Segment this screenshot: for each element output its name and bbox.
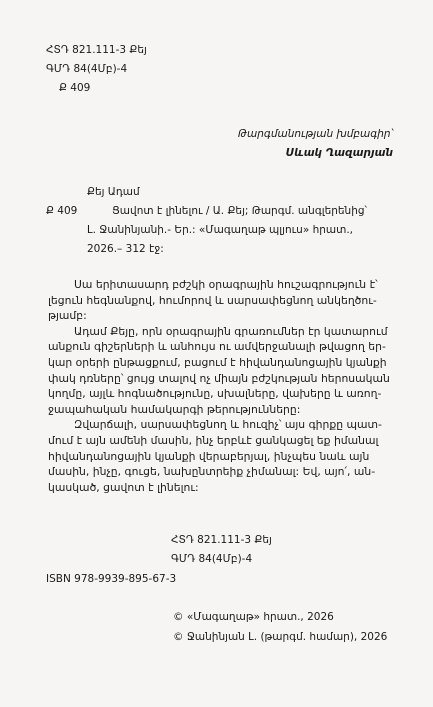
copyright-translator: © Ջանինյան Լ. (թարգմ. համար), 2026 (173, 631, 388, 643)
annotation-line: հիվանդանոցային կյանքի վերաբերյալ, ինչպես նաև այն (48, 449, 370, 463)
isbn: ISBN 978-9939-895-67-3 (46, 573, 177, 585)
record-line-1: Ցավոտ է լինելու / Ա. Քեյ; Թարգմ. անգլերենից՝ (112, 205, 367, 217)
annotation-paragraph-3 (48, 417, 400, 495)
annotation-line: Ադամ Քեյը, որն օրագրային գրառումներ էր կատարում (74, 324, 388, 338)
annotation-line: անքուն գիշերների և անհույս ու ամվերջանալի թվացող եր- (48, 340, 386, 354)
annotation-line: փակ դռները՝ ցույց տալով ոչ միայն բժշկության հերոսական (48, 371, 390, 385)
record-mark: Ք 409 (46, 205, 78, 217)
bbk-code-bottom: ԳՄԴ 84(4Մբ)-4 (171, 553, 253, 565)
bbk-code-top: ԳՄԴ 84(4Մբ)-4 (46, 63, 128, 75)
translation-editor-label: Թարգմանության խմբագիր՝ (238, 128, 393, 140)
annotation-line: կողմը, այլև հոգնածությունը, սխալները, վախերը և առող- (48, 387, 382, 401)
copyright-publisher: © «Մագաղաթ» հրատ., 2026 (173, 611, 334, 623)
annotation-line: կար օրերի ընթացքում, բացում է հիվանդանոցային կյանքի (48, 355, 387, 369)
annotation-line: մասին, ինչը, գուցե, նախընտրեիք չիմանալ: Եվ, այո՛, ան- (48, 465, 376, 479)
annotation-paragraph-2 (48, 324, 400, 418)
record-line-3: 2026.– 312 էջ: (87, 243, 164, 255)
annotation-line: մում է այն ամենի մասին, ինչ երբևէ ցանկացել եք իմանալ (48, 433, 379, 447)
annotation-line: կասկած, ցավոտ է լինելու: (48, 480, 199, 494)
annotation-line: Սա երիտասարդ բժշկի օրագրային հուշագրություն է՝ (74, 278, 378, 291)
annotation-line: լեցուն հեգնանքով, հումորով և սարսափեցնող անկեղծու- (48, 293, 377, 307)
udc-code-bottom: ՀՏԴ 821.111-3 Քեյ (171, 534, 272, 546)
author-mark-top: Ք 409 (59, 82, 91, 94)
annotation-line: թյամբ: (48, 309, 87, 323)
annotation-paragraph-1 (48, 277, 400, 324)
record-author: Քեյ Ադամ (87, 186, 140, 198)
udc-code-top: ՀՏԴ 821.111-3 Քեյ (46, 44, 147, 56)
translation-editor-name: Սևակ Ղազարյան (285, 147, 393, 159)
annotation (48, 277, 400, 495)
record-line-2: Լ. Ջանինյանի.- Եր.: «Մագաղաթ պլյուս» հրատ., (87, 224, 354, 236)
annotation-line: Զվարճալի, սարսափեցնող և հուզիչ՝ այս գիրքը պատ- (74, 418, 382, 432)
annotation-line: ջապահական համակարգի թերությունները: (48, 402, 301, 416)
